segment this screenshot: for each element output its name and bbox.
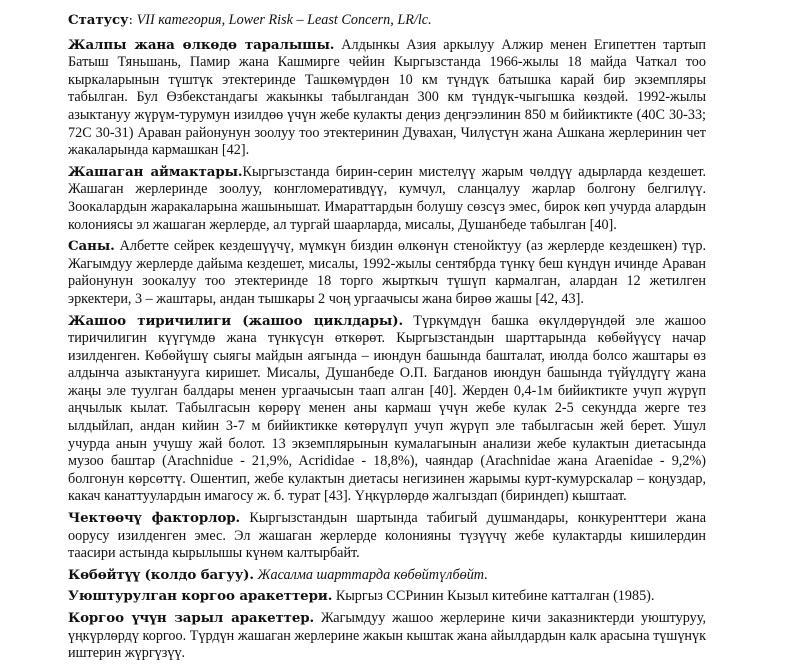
- section-text: Жасалма шарттарда көбөйтүлбөйт.: [253, 566, 488, 583]
- section-heading: Саны.: [68, 238, 115, 255]
- section-limiting-factors: [68, 510, 706, 563]
- section-text: Жагымдуу жашоо жерлерине кичи заказниктерди уюштуруу, үңкүрлөрдү коргоо. Түрдүн жашаган жерлерине жакын кыштак жана айылдардын калк арасына түшүнүк иштерин жүргүзүү.: [68, 610, 706, 662]
- status-colon: :: [128, 13, 134, 28]
- section-text: Алдынкы Азия аркылуу Алжир менен Египеттен тартып Батыш Тяньшань, Памир жана Кашмирге чейин Кыргызстанда 1966-жылы 18 майда Чаткал тоо кыркаларынын түштүк этектеринде Ташкөмүрдөн 10 км түндүк батышка карай бир экземпляры табылган. Бул Өзбекстандагы жакынкы табылгандан 300 км түндүк-чыгышка көздөй. 1992-жылы азыктануу жүрүм-турумун изилдөө үчүн жебе кулакты деңиз деңгээлинин 850 м бийиктикте (40С 30-33; 72С 30-31) Араван районунун зоолуу тоо этектеринин Дувахан, Чилүстүн жана Ашкана жерлеринин чет жакаларында кармашкан [42].: [68, 36, 706, 159]
- status-value: VII категория, Lower Risk – Least Concern, LR/lc.: [133, 12, 432, 28]
- section-heading: Коргоо үчүн зарыл аракеттер.: [68, 610, 315, 626]
- document-page: [68, 12, 706, 667]
- section-life-cycle: [68, 313, 706, 507]
- section-protection-measures: [68, 588, 706, 606]
- section-text: Кыргызстандын шартында табигый душмандары, конкуренттери жана оорусу изилденген эмес. Эл жашаган жерлерде колонияны түзүүчү жебе кулактарды кишилердин таасири астында кырылышы күнөм калтырбайт.: [68, 510, 706, 562]
- section-population: [68, 238, 706, 308]
- section-heading: Уюштурулган коргоо аракеттери.: [68, 588, 333, 605]
- section-heading: Жалпы жана өлкөдө таралышы.: [68, 36, 335, 53]
- section-heading: Жашаган аймактары.: [68, 163, 243, 180]
- section-heading: Көбөйтүү (колдо багуу).: [68, 566, 254, 583]
- section-text: Кыргыз ССРинин Кызыл китебине катталган (1985).: [332, 588, 655, 605]
- section-text: Кыргызстанда бирин-серин мистелүү жарым чөлдүү адырларда кездешет. Жашаган жерлеринде зоолуу, конгломеративдүү, кумчул, сланцалуу жарлар болгону белгилүү. Зоокалардын жаракаларына жашынышат. Имараттардын болушу сөзсүз эмес, бирок көп учурда алардын колониясы эл жашаган жерлерде, ал тургай шаарларда, мисалы, Душанбеде табылган [40].: [68, 163, 706, 233]
- section-text: Албетте сейрек кездешүүчү, мүмкүн биздин өлкөнүн стенойктуу (аз жерлерде кездешкен) түр. Жагымдуу жерлерде дайыма кездешет, мисалы, 1992-жылы сентябрда түнкү беш күндүн ичинде Араван районунун зоокалуу тоо этектеринде 18 торго жырткыч түшүп кармалган, алардан 12 жетилген эркектери, 3 – жаштары, андан тышкары 2 чоң ургаачысы жана бирөө жашы [42, 43].: [68, 238, 706, 307]
- section-text: Түркүмдүн башка өкүлдөрүндөй эле жашоо тиричилигин күүгүмдө жана түнкүсүн өткөрөт. Кыргызстандын шарттарында көбөйүүсү начар изилденген. Көбөйүшү сыягы майдын аягында – июндун башында башталат, июлда болсо жаштары өз алдынча азыктанууга киришет. Мисалы, Душанбеде О.П. Бaгданов июндун башында түйүлдүгү жана жаңы эле туулган балдары менен ургаачысын таап алган [40]. Жерден 0,4-1м бийиктикте учуп жүрүп аңчылык кылат. Табылгасын көрөрү менен аны кармаш үчүн жебе кулак 2-5 секундда жерге тез ылдыйлап, андан кийин 3-7 м бийиктикке көтөрүлүп учуп жүрүп эле табылгасын жей берет. Ушул учурда анын учушу жай болот. 13 экземплярынын кумалагынын анализи жебе кулактын диетасында музоо баштар (Arachnidue - 21,9%, Acrididae - 18,8%), чаяндар (Arachnidae жана Araenidae - 9,2%) болгонун көрсөттү. Ошентип, жебе кулактын диетасы негизинен жарымы курт-кумурскалар – коңуздар, какач канаттуулардын имагосу ж. б. турат [43]. Үңкүрлөрдө жалгыздап (бириндеп) кыштаат.: [68, 312, 707, 505]
- status-line: [68, 12, 706, 30]
- section-breeding: [68, 567, 706, 585]
- status-label: Статусу: [68, 12, 129, 28]
- section-heading: Чектөөчү факторлор.: [68, 510, 241, 527]
- section-habitat: [68, 164, 706, 234]
- section-heading: Жашоо тиричилиги (жашоо циклдары).: [68, 312, 404, 329]
- section-required-actions: [68, 610, 706, 663]
- section-distribution: [68, 37, 706, 160]
